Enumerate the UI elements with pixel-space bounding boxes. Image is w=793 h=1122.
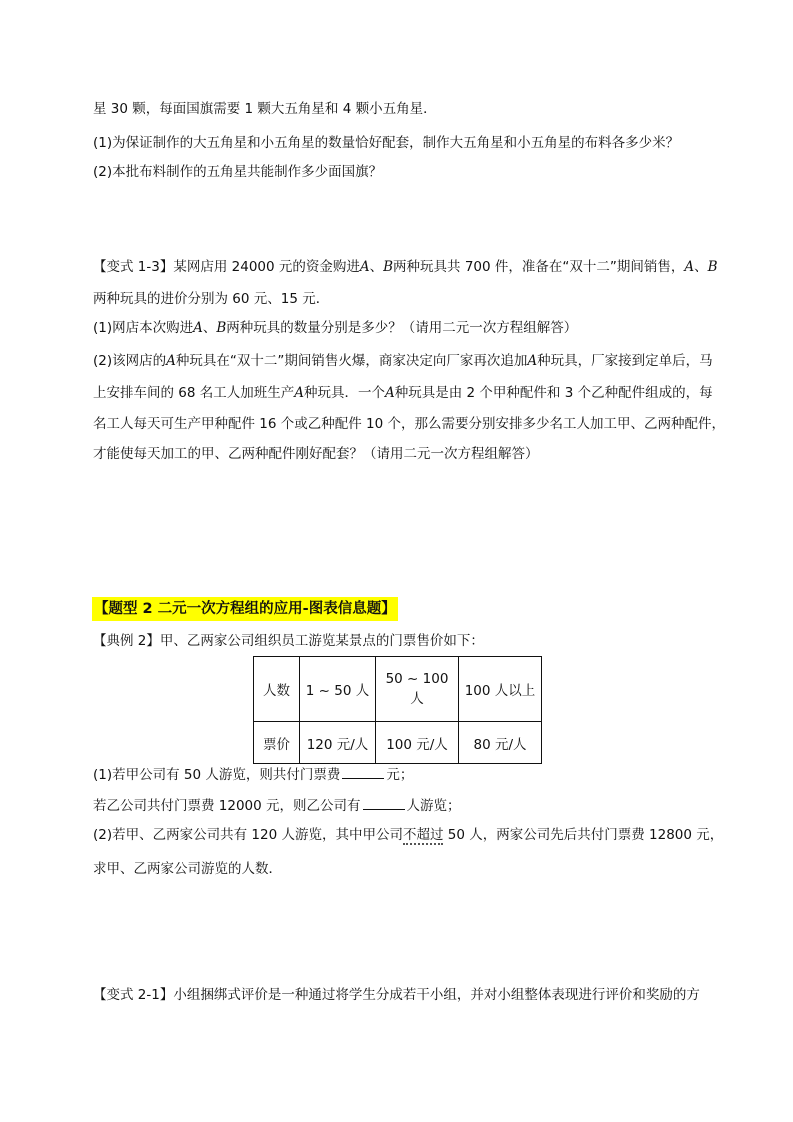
table-cell: 票价 (254, 722, 300, 764)
example-2-q1b: 若乙公司共付门票费 12000 元，则乙公司有 人游览； (93, 795, 461, 816)
variant-1-3-q1: (1)网店本次购进A、B两种玩具的数量分别是多少？（请用二元一次方程组解答） (93, 320, 578, 336)
table-cell: 50 ~ 100 人 (376, 657, 459, 722)
answer-blank[interactable] (342, 764, 384, 779)
line-q1-fabric: (1)为保证制作的大五角星和小五角星的数量恰好配套，制作大五角星和小五角星的布料各多少米？ (93, 135, 680, 151)
line-stars: 星 30 颗，每面国旗需要 1 颗大五角星和 4 颗小五角星． (93, 101, 437, 117)
variant-2-1-line1: 【变式 2-1】小组捆绑式评价是一种通过将学生分成若干小组，并对小组整体表现进行评价和奖励的方 (93, 987, 700, 1003)
variant-1-3-q2-line4: 才能使每天加工的甲、乙两种配件刚好配套？（请用二元一次方程组解答） (93, 446, 539, 462)
table-cell: 100 人以上 (459, 657, 542, 722)
example-2-q2-line1: (2)若甲、乙两家公司共有 120 人游览，其中甲公司不超过 50 人，两家公司先后共付门票费 12800 元， (93, 827, 724, 843)
ticket-price-table (253, 656, 542, 764)
table-cell: 1 ~ 50 人 (300, 657, 376, 722)
example-2-intro: 【典例 2】甲、乙两家公司组织员工游览某景点的门票售价如下： (93, 633, 484, 649)
table-row (254, 722, 542, 764)
line-q2-flags: (2)本批布料制作的五角星共能制作多少面国旗？ (93, 164, 383, 180)
variant-1-3-line1: 【变式 1-3】某网店用 24000 元的资金购进A、B两种玩具共 700 件，准备在“双十二”期间销售，A、B (93, 259, 718, 275)
table-cell: 120 元/人 (300, 722, 376, 764)
variant-1-3-line2: 两种玩具的进价分别为 60 元、15 元． (93, 291, 330, 307)
variant-1-3-q2-line3: 名工人每天可生产甲种配件 16 个或乙种配件 10 个，那么需要分别安排多少名工人加工甲、乙两种配件， (93, 416, 726, 432)
variant-label: 【变式 1-3】 (93, 259, 174, 275)
table-cell: 80 元/人 (459, 722, 542, 764)
table-cell: 人数 (254, 657, 300, 722)
emphasis-dots: 不超过 (402, 827, 444, 843)
section-heading: 【题型 2 二元一次方程组的应用-图表信息题】 (92, 597, 398, 621)
table-cell: 100 元/人 (376, 722, 459, 764)
example-2-q1: (1)若甲公司有 50 人游览，则共付门票费 元； (93, 764, 413, 785)
variant-1-3-q2-line2: 上安排车间的 68 名工人加班生产A种玩具．一个A种玩具是由 2 个甲种配件和 3 个乙种配件组成的，每 (93, 385, 713, 401)
variant-1-3-q2-line1: (2)该网店的A种玩具在“双十二”期间销售火爆，商家决定向厂家再次追加A种玩具，厂家接到定单后，马 (93, 353, 713, 369)
example-2-q2-line2: 求甲、乙两家公司游览的人数． (93, 861, 282, 877)
answer-blank[interactable] (363, 795, 405, 810)
table-row (254, 657, 542, 722)
